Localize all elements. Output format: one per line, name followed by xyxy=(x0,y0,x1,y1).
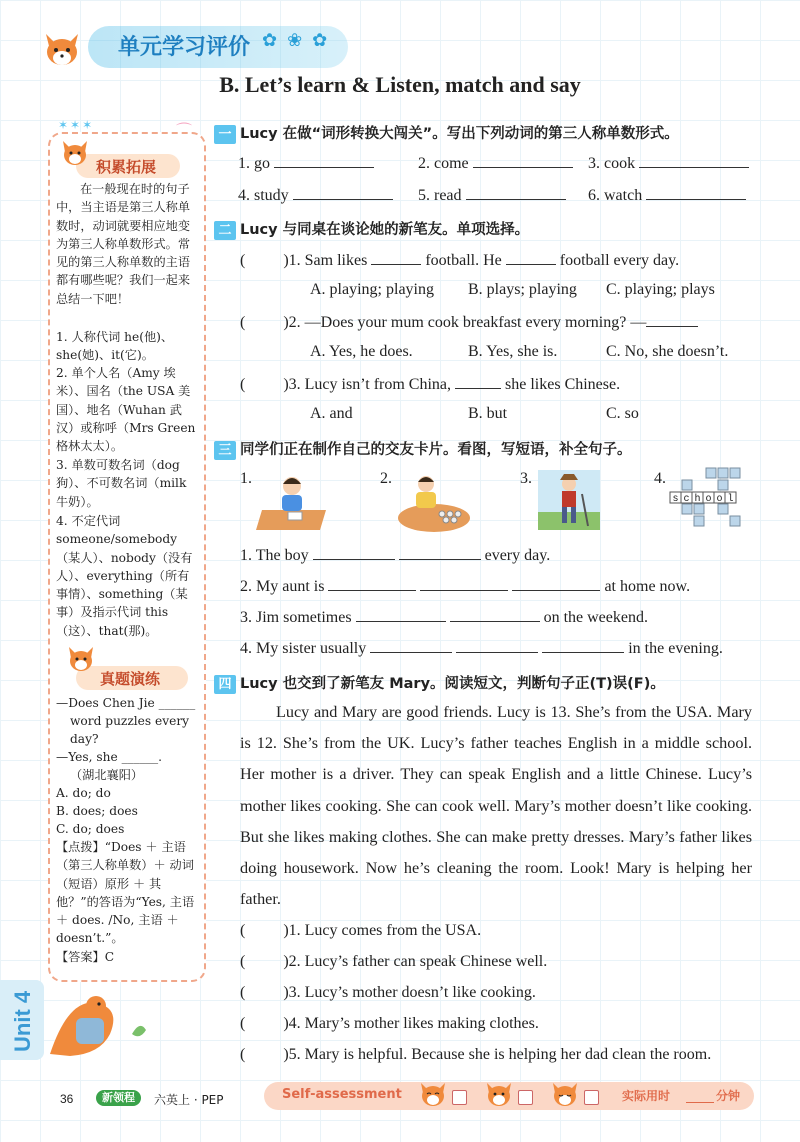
sidebar-heading-accumulate: 积累拓展 xyxy=(96,158,157,176)
time-used-label: 实际用时 xyxy=(622,1089,671,1103)
answer-blank[interactable] xyxy=(356,607,446,622)
answer-blank[interactable] xyxy=(420,576,508,591)
answer-blank[interactable] xyxy=(646,185,746,200)
tf-statement-4: ( )4. Mary’s mother likes making clothes. xyxy=(240,1015,539,1032)
part1-item-4: 4. study xyxy=(238,185,393,205)
part4-instruction: Lucy 也交到了新笔友 Mary。阅读短文，判断句子正(T)误(F)。 xyxy=(240,676,665,692)
part1-item-5: 5. read xyxy=(418,185,566,205)
answer-blank[interactable] xyxy=(506,250,556,265)
decoration-stars-icon: ✶✶✶ xyxy=(58,118,95,132)
q2-option-c[interactable]: C. No, she doesn’t. xyxy=(606,343,729,360)
part1-item-2: 2. come xyxy=(418,153,573,173)
part1-item-3: 3. cook xyxy=(588,153,749,173)
part1-heading xyxy=(214,122,679,144)
part-number-badge: 二 xyxy=(214,221,236,240)
crossword-puzzle-image xyxy=(668,466,744,528)
fox-neutral-icon xyxy=(484,1080,514,1108)
answer-bracket[interactable] xyxy=(245,1045,283,1059)
answer-blank[interactable] xyxy=(512,576,600,591)
answer-bracket[interactable] xyxy=(245,251,283,265)
crossword-letter: o xyxy=(705,494,712,505)
answer-bracket[interactable] xyxy=(245,313,283,327)
exam-option-b: B. does; does xyxy=(56,804,138,818)
page-number: 36 xyxy=(60,1092,74,1106)
tf-statement-1: ( )1. Lucy comes from the USA. xyxy=(240,922,482,939)
answer-blank[interactable] xyxy=(456,638,538,653)
part1-item-1: 1. go xyxy=(238,153,374,173)
sidebar-rule-2: 2. 单个人名（Amy 埃米）、国名（the USA 美国）、地名（Wuhan 武汉）或称呼（Mrs Green 格林太太）。 xyxy=(56,366,196,454)
part3-sentence-4: 4. My sister usually in the evening. xyxy=(240,640,723,657)
fox-small-icon xyxy=(60,138,90,168)
part3-instruction: 同学们正在制作自己的交友卡片。看图，写短语，补全句子。 xyxy=(240,442,632,458)
part-number-badge: 三 xyxy=(214,441,236,460)
crossword-letter: h xyxy=(694,494,701,505)
answer-blank[interactable] xyxy=(399,545,481,560)
sidebar-heading-exam: 真题演练 xyxy=(100,670,161,688)
answer-blank[interactable] xyxy=(639,153,749,168)
q3-option-b[interactable]: B. but xyxy=(468,405,508,422)
section-title: B. Let’s learn & Listen, match and say xyxy=(219,72,581,97)
exam-answer: 【答案】C xyxy=(56,950,115,964)
q3-option-a[interactable]: A. and xyxy=(310,405,353,422)
self-assessment-label: Self-assessment xyxy=(282,1087,402,1102)
part2-question-1: ( )1. Sam likes football. He football every day. xyxy=(240,252,680,269)
exam-tip: 【点拨】“Does ＋ 主语（第三人称单数）＋ 动词（短语）原形 ＋ 其他？”的答语为“Yes, 主语 ＋ does. /No, 主语 ＋ doesn’t.”。 xyxy=(56,840,195,946)
fox-mascot-icon xyxy=(42,30,82,68)
exam-option-c: C. do; does xyxy=(56,822,125,836)
fox-sad-icon xyxy=(550,1080,580,1108)
boy-doing-homework-image xyxy=(254,470,330,532)
brand-badge: 新领程 xyxy=(96,1090,141,1106)
time-input-blank[interactable] xyxy=(686,1102,714,1103)
picture-label-2: 2. xyxy=(380,470,392,487)
minutes-label: 分钟 xyxy=(716,1089,741,1103)
jim-hiking-image xyxy=(538,470,600,530)
fox-small-icon xyxy=(66,644,96,674)
answer-blank[interactable] xyxy=(450,607,540,622)
fox-happy-icon xyxy=(418,1080,448,1108)
answer-bracket[interactable] xyxy=(245,983,283,997)
part-number-badge: 一 xyxy=(214,125,236,144)
exam-source: （湖北襄阳） xyxy=(70,768,144,782)
sidebar-rule-4: 4. 不定代词 someone/somebody（某人）、nobody（没有人）、everything（所有事情）、something（某事）及指示代词 this（这）、that(那)。 xyxy=(56,514,193,638)
answer-blank[interactable] xyxy=(455,374,501,389)
q1-option-c[interactable]: C. playing; plays xyxy=(606,281,715,298)
book-label: 六英上 · PEP xyxy=(154,1093,224,1107)
unit-title: 单元学习评价 xyxy=(118,35,251,60)
part1-item-6: 6. watch xyxy=(588,185,746,205)
answer-blank[interactable] xyxy=(542,638,624,653)
sidebar-rule-1: 1. 人称代词 he(他)、she(她)、it(它)。 xyxy=(56,330,174,363)
tf-statement-3: ( )3. Lucy’s mother doesn’t like cooking. xyxy=(240,984,536,1001)
q1-option-b[interactable]: B. plays; playing xyxy=(468,281,577,298)
part2-heading xyxy=(214,218,529,240)
answer-blank[interactable] xyxy=(646,312,698,327)
picture-label-1: 1. xyxy=(240,470,252,487)
crossword-letter: s xyxy=(672,494,679,505)
answer-blank[interactable] xyxy=(473,153,573,168)
exam-option-a: A. do; do xyxy=(56,786,111,800)
sidebar-panel xyxy=(48,132,206,982)
part2-instruction: Lucy 与同桌在谈论她的新笔友。单项选择。 xyxy=(240,222,530,238)
picture-label-4: 4. xyxy=(654,470,666,487)
answer-blank[interactable] xyxy=(370,638,452,653)
rating-checkbox-1[interactable] xyxy=(452,1090,467,1105)
tf-statement-5: ( )5. Mary is helpful. Because she is helping her dad clean the room. xyxy=(240,1046,712,1063)
answer-bracket[interactable] xyxy=(245,952,283,966)
answer-blank[interactable] xyxy=(293,185,393,200)
q2-option-a[interactable]: A. Yes, he does. xyxy=(310,343,413,360)
answer-blank[interactable] xyxy=(274,153,374,168)
sidebar-rule-3: 3. 单数可数名词（dog 狗）、不可数名词（milk 牛奶）。 xyxy=(56,458,187,509)
part4-heading xyxy=(214,672,665,694)
q1-option-a[interactable]: A. playing; playing xyxy=(310,281,434,298)
q3-option-c[interactable]: C. so xyxy=(606,405,639,422)
answer-blank[interactable] xyxy=(328,576,416,591)
q2-option-b[interactable]: B. Yes, she is. xyxy=(468,343,558,360)
answer-bracket[interactable] xyxy=(245,921,283,935)
paw-prints-icon: ✿❀✿ xyxy=(262,30,338,51)
part2-question-2: ( )2. —Does your mum cook breakfast every morning? — xyxy=(240,312,698,332)
part1-instruction: Lucy 在做“词形转换大闯关”。写出下列动词的第三人称单数形式。 xyxy=(240,126,679,142)
rainbow-icon: ⌒ xyxy=(176,121,193,140)
picture-label-3: 3. xyxy=(520,470,532,487)
answer-blank[interactable] xyxy=(313,545,395,560)
answer-blank[interactable] xyxy=(466,185,566,200)
rating-checkbox-2[interactable] xyxy=(518,1090,533,1105)
tf-statement-2: ( )2. Lucy’s father can speak Chinese well. xyxy=(240,953,548,970)
exam-question-line1: —Does Chen Jie ______ xyxy=(56,696,196,710)
part-number-badge: 四 xyxy=(214,675,236,694)
crossword-letter: o xyxy=(716,494,723,505)
answer-bracket[interactable] xyxy=(245,375,283,389)
crossword-letter: c xyxy=(683,494,690,505)
part3-sentence-3: 3. Jim sometimes on the weekend. xyxy=(240,609,648,626)
part2-question-3: ( )3. Lucy isn’t from China, she likes Chinese. xyxy=(240,376,621,393)
part3-sentence-2: 2. My aunt is at home now. xyxy=(240,578,691,595)
sidebar-intro: 在一般现在时的句子中，当主语是第三人称单数时，动词就要相应地变为第三人称单数形式。常见的第三人称单数的主语都有哪些呢？我们一起来总结一下吧！ xyxy=(56,182,191,306)
part3-sentence-1: 1. The boy every day. xyxy=(240,547,551,564)
rating-checkbox-3[interactable] xyxy=(584,1090,599,1105)
crossword-letter: l xyxy=(727,494,734,505)
aunt-cooking-image xyxy=(396,470,472,532)
reading-passage: Lucy and Mary are good friends. Lucy is 13. She’s from the USA. Mary is 12. She’s from the UK. Lucy’s father teaches English in a middle school. Her mother is a driver. They can speak English and a little Chinese. Lucy’s mother likes cooking. She can cook well. Mary’s mother doesn’t like cooking. But she likes making clothes. She can make pretty dresses. Mary’s father likes doing housework. Now he’s cleaning the room. Look! Mary is helping her father. xyxy=(240,703,752,909)
exam-question-line3: —Yes, she ______. xyxy=(56,750,163,764)
running-fox-icon xyxy=(40,984,150,1064)
answer-bracket[interactable] xyxy=(245,1014,283,1028)
answer-blank[interactable] xyxy=(371,250,421,265)
unit-tab-label: Unit 4 xyxy=(10,990,35,1052)
exam-question-line2: word puzzles every day? xyxy=(70,714,190,747)
part3-heading xyxy=(214,438,632,460)
